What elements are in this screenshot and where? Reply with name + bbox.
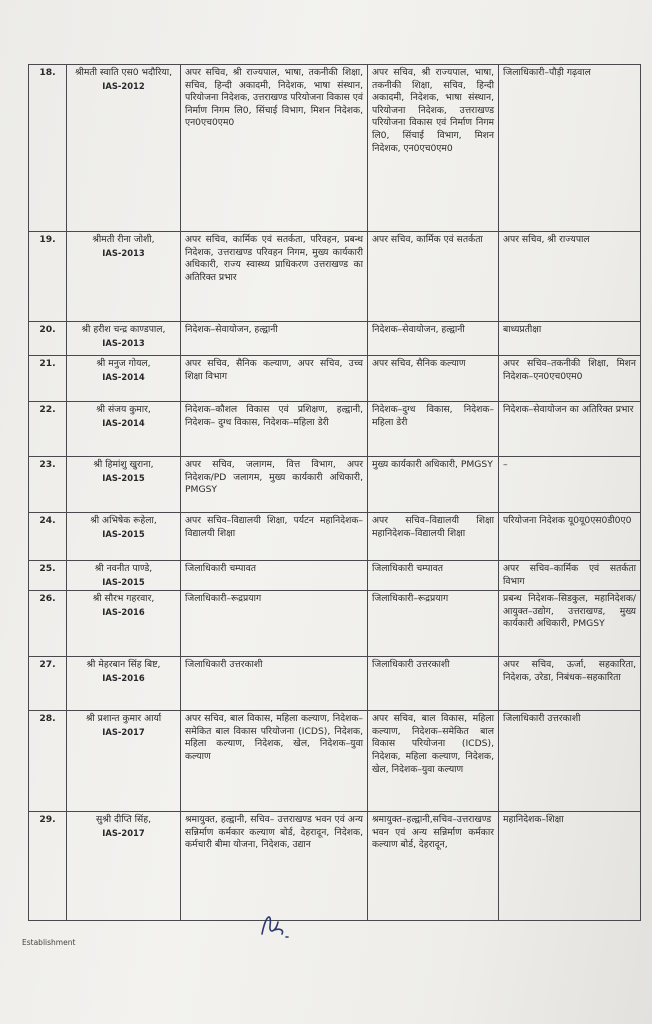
- officer-name: श्री नवनीत पाण्डे,: [94, 563, 153, 574]
- current-posting: निदेशक–कौशल विकास एवं प्रशिक्षण, हल्द्वानी, निदेशक– दुग्ध विकास, निदेशक–महिला डेरी: [181, 402, 368, 457]
- officer-name-cell: [67, 232, 181, 322]
- officer-batch: IAS-2016: [102, 672, 145, 683]
- officer-name-cell: [67, 591, 181, 657]
- officer-name: श्री मनुज गोयल,: [96, 358, 151, 369]
- officer-batch: IAS-2016: [102, 606, 145, 617]
- officer-batch: IAS-2017: [102, 726, 145, 737]
- table-row: [29, 561, 641, 591]
- officer-name-cell: [67, 711, 181, 812]
- retained-posting: मुख्य कार्यकारी अधिकारी, PMGSY: [368, 457, 499, 513]
- officer-name: श्री सौरभ गहरवार,: [92, 593, 155, 605]
- officer-batch: IAS-2015: [102, 528, 145, 539]
- officer-batch: IAS-2014: [102, 417, 145, 428]
- table-row: [29, 657, 641, 711]
- current-posting: अपर सचिव, कार्मिक एवं सतर्कता, परिवहन, प्रबन्ध निदेशक, उत्तराखण्ड परिवहन निगम, मुख्य कार्यकारी अधिकारी, राज्य स्वास्थ्य प्राधिकरण उत्तराखण्ड का अतिरिक्त प्रभार: [181, 232, 368, 322]
- officer-name-cell: [67, 513, 181, 561]
- officer-name-cell: [67, 402, 181, 457]
- table-row: [29, 322, 641, 356]
- officer-batch: IAS-2017: [102, 827, 145, 838]
- new-posting: जिलाधिकारी उत्तरकाशी: [499, 711, 641, 812]
- table-row: [29, 812, 641, 921]
- officer-batch: IAS-2015: [102, 576, 145, 587]
- new-posting: अपर सचिव, श्री राज्यपाल: [499, 232, 641, 322]
- current-posting: निदेशक–सेवायोजन, हल्द्वानी: [181, 322, 368, 356]
- officer-name: श्रीमती स्वाति एस0 भदौरिया,: [74, 67, 173, 78]
- officer-name-cell: [67, 322, 181, 356]
- serial-number: 24.: [29, 513, 67, 561]
- table-row: [29, 457, 641, 513]
- officer-name-cell: [67, 457, 181, 513]
- officer-name: श्रीमती रीना जोशी,: [92, 234, 155, 245]
- current-posting: अपर सचिव, सैनिक कल्याण, अपर सचिव, उच्च शिक्षा विभाग: [181, 356, 368, 402]
- officer-name-cell: [67, 561, 181, 591]
- officer-name-cell: [67, 812, 181, 921]
- officer-batch: IAS-2014: [102, 371, 145, 382]
- current-posting: जिलाधिकारी–रूद्रप्रयाग: [181, 591, 368, 657]
- serial-number: 29.: [29, 812, 67, 921]
- serial-number: 28.: [29, 711, 67, 812]
- officer-name: श्री हरीश चन्द्र काण्डपाल,: [81, 324, 166, 335]
- serial-number: 21.: [29, 356, 67, 402]
- officer-batch: IAS-2013: [102, 247, 145, 258]
- new-posting: अपर सचिव, ऊर्जा, सहकारिता, निदेशक, उरेडा, निबंधक–सहकारिता: [499, 657, 641, 711]
- officer-name: श्री संजय कुमार,: [96, 404, 151, 415]
- new-posting: प्रबन्ध निदेशक–सिडकुल, महानिदेशक/आयुक्त–उद्योग, उत्तराखण्ड, मुख्य कार्यकारी अधिकारी, PMGSY: [499, 591, 641, 657]
- new-posting: बाध्यप्रतीक्षा: [499, 322, 641, 356]
- current-posting: श्रमायुक्त, हल्द्वानी, सचिव– उत्तराखण्ड भवन एवं अन्य सन्निर्माण कर्मकार कल्याण बोर्ड, देहरादून, निदेशक, कर्मचारी बीमा योजना, निदेशक, उद्यान: [181, 812, 368, 921]
- current-posting: अपर सचिव, श्री राज्यपाल, भाषा, तकनीकी शिक्षा, सचिव, हिन्दी अकादमी, निदेशक, भाषा संस्थान, परियोजना निदेशक, उत्तराखण्ड परियोजना विकास एवं निर्माण निगम लि0, सिंचाई विभाग, मिशन निदेशक, एन0एच0एम0: [181, 65, 368, 232]
- new-posting: निदेशक–सेवायोजन का अतिरिक्त प्रभार: [499, 402, 641, 457]
- table-row: [29, 513, 641, 561]
- table-row: [29, 711, 641, 812]
- officer-name-cell: [67, 65, 181, 232]
- retained-posting: निदेशक–दुग्ध विकास, निदेशक–महिला डेरी: [368, 402, 499, 457]
- serial-number: 23.: [29, 457, 67, 513]
- retained-posting: अपर सचिव–विद्यालयी शिक्षा महानिदेशक–विद्यालयी शिक्षा: [368, 513, 499, 561]
- table-row: [29, 591, 641, 657]
- current-posting: जिलाधिकारी चम्पावत: [181, 561, 368, 591]
- serial-number: 18.: [29, 65, 67, 232]
- retained-posting: जिलाधिकारी उत्तरकाशी: [368, 657, 499, 711]
- officer-name: श्री प्रशान्त कुमार आर्या: [85, 713, 162, 725]
- retained-posting: जिलाधिकारी–रूद्रप्रयाग: [368, 591, 499, 657]
- officer-name-cell: [67, 356, 181, 402]
- serial-number: 19.: [29, 232, 67, 322]
- posting-table: [28, 64, 641, 921]
- retained-posting: श्रमायुक्त–हल्द्वानी,सचिव–उत्तराखण्ड भवन एवं अन्य सन्निर्माण कर्मकार कल्याण बोर्ड, देहरादून,: [368, 812, 499, 921]
- table-row: [29, 356, 641, 402]
- signature-icon: [256, 904, 296, 944]
- retained-posting: निदेशक–सेवायोजन, हल्द्वानी: [368, 322, 499, 356]
- officer-name-cell: [67, 657, 181, 711]
- footer-label: Establishment: [22, 938, 76, 947]
- serial-number: 26.: [29, 591, 67, 657]
- table-row: [29, 65, 641, 232]
- retained-posting: अपर सचिव, श्री राज्यपाल, भाषा, तकनीकी शिक्षा, सचिव, हिन्दी अकादमी, निदेशक, भाषा संस्थान, परियोजना निदेशक, उत्तराखण्ड परियोजना विकास एवं निर्माण निगम लि0, सिंचाई विभाग, मिशन निदेशक, एन0एच0एम0: [368, 65, 499, 232]
- table-row: [29, 402, 641, 457]
- officer-batch: IAS-2013: [102, 337, 145, 348]
- current-posting: अपर सचिव, बाल विकास, महिला कल्याण, निदेशक– समेकित बाल विकास परियोजना (ICDS), निदेशक, महिला कल्याण, निदेशक, खेल, निदेशक–युवा कल्याण: [181, 711, 368, 812]
- serial-number: 20.: [29, 322, 67, 356]
- serial-number: 25.: [29, 561, 67, 591]
- current-posting: जिलाधिकारी उत्तरकाशी: [181, 657, 368, 711]
- officer-name: सुश्री दीप्ति सिंह,: [95, 814, 152, 826]
- retained-posting: जिलाधिकारी चम्पावत: [368, 561, 499, 591]
- new-posting: अपर सचिव–कार्मिक एवं सतर्कता विभाग: [499, 561, 641, 591]
- new-posting: परियोजना निदेशक यू0यू0एस0डी0ए0: [499, 513, 641, 561]
- current-posting: अपर सचिव–विद्यालयी शिक्षा, पर्यटन महानिदेशक– विद्यालयी शिक्षा: [181, 513, 368, 561]
- new-posting: –: [499, 457, 641, 513]
- new-posting: जिलाधिकारी–पौड़ी गढ़वाल: [499, 65, 641, 232]
- serial-number: 27.: [29, 657, 67, 711]
- officer-batch: IAS-2012: [102, 80, 145, 91]
- officer-name: श्री मेहरबान सिंह बिष्ट,: [86, 659, 161, 671]
- current-posting: अपर सचिव, जलागम, वित्त विभाग, अपर निदेशक/PD जलागम, मुख्य कार्यकारी अधिकारी, PMGSY: [181, 457, 368, 513]
- serial-number: 22.: [29, 402, 67, 457]
- officer-name: श्री हिमांशु खुराना,: [93, 459, 154, 470]
- retained-posting: अपर सचिव, कार्मिक एवं सतर्कता: [368, 232, 499, 322]
- new-posting: महानिदेशक–शिक्षा: [499, 812, 641, 921]
- officer-name: श्री अभिषेक रूहेला,: [90, 515, 157, 526]
- new-posting: अपर सचिव–तकनीकी शिक्षा, मिशन निदेशक–एन0एच0एम0: [499, 356, 641, 402]
- retained-posting: अपर सचिव, सैनिक कल्याण: [368, 356, 499, 402]
- table-row: [29, 232, 641, 322]
- officer-batch: IAS-2015: [102, 472, 145, 483]
- retained-posting: अपर सचिव, बाल विकास, महिला कल्याण, निदेशक–समेकित बाल विकास परियोजना (ICDS), निदेशक, महिला कल्याण, निदेशक, खेल, निदेशक–युवा कल्याण: [368, 711, 499, 812]
